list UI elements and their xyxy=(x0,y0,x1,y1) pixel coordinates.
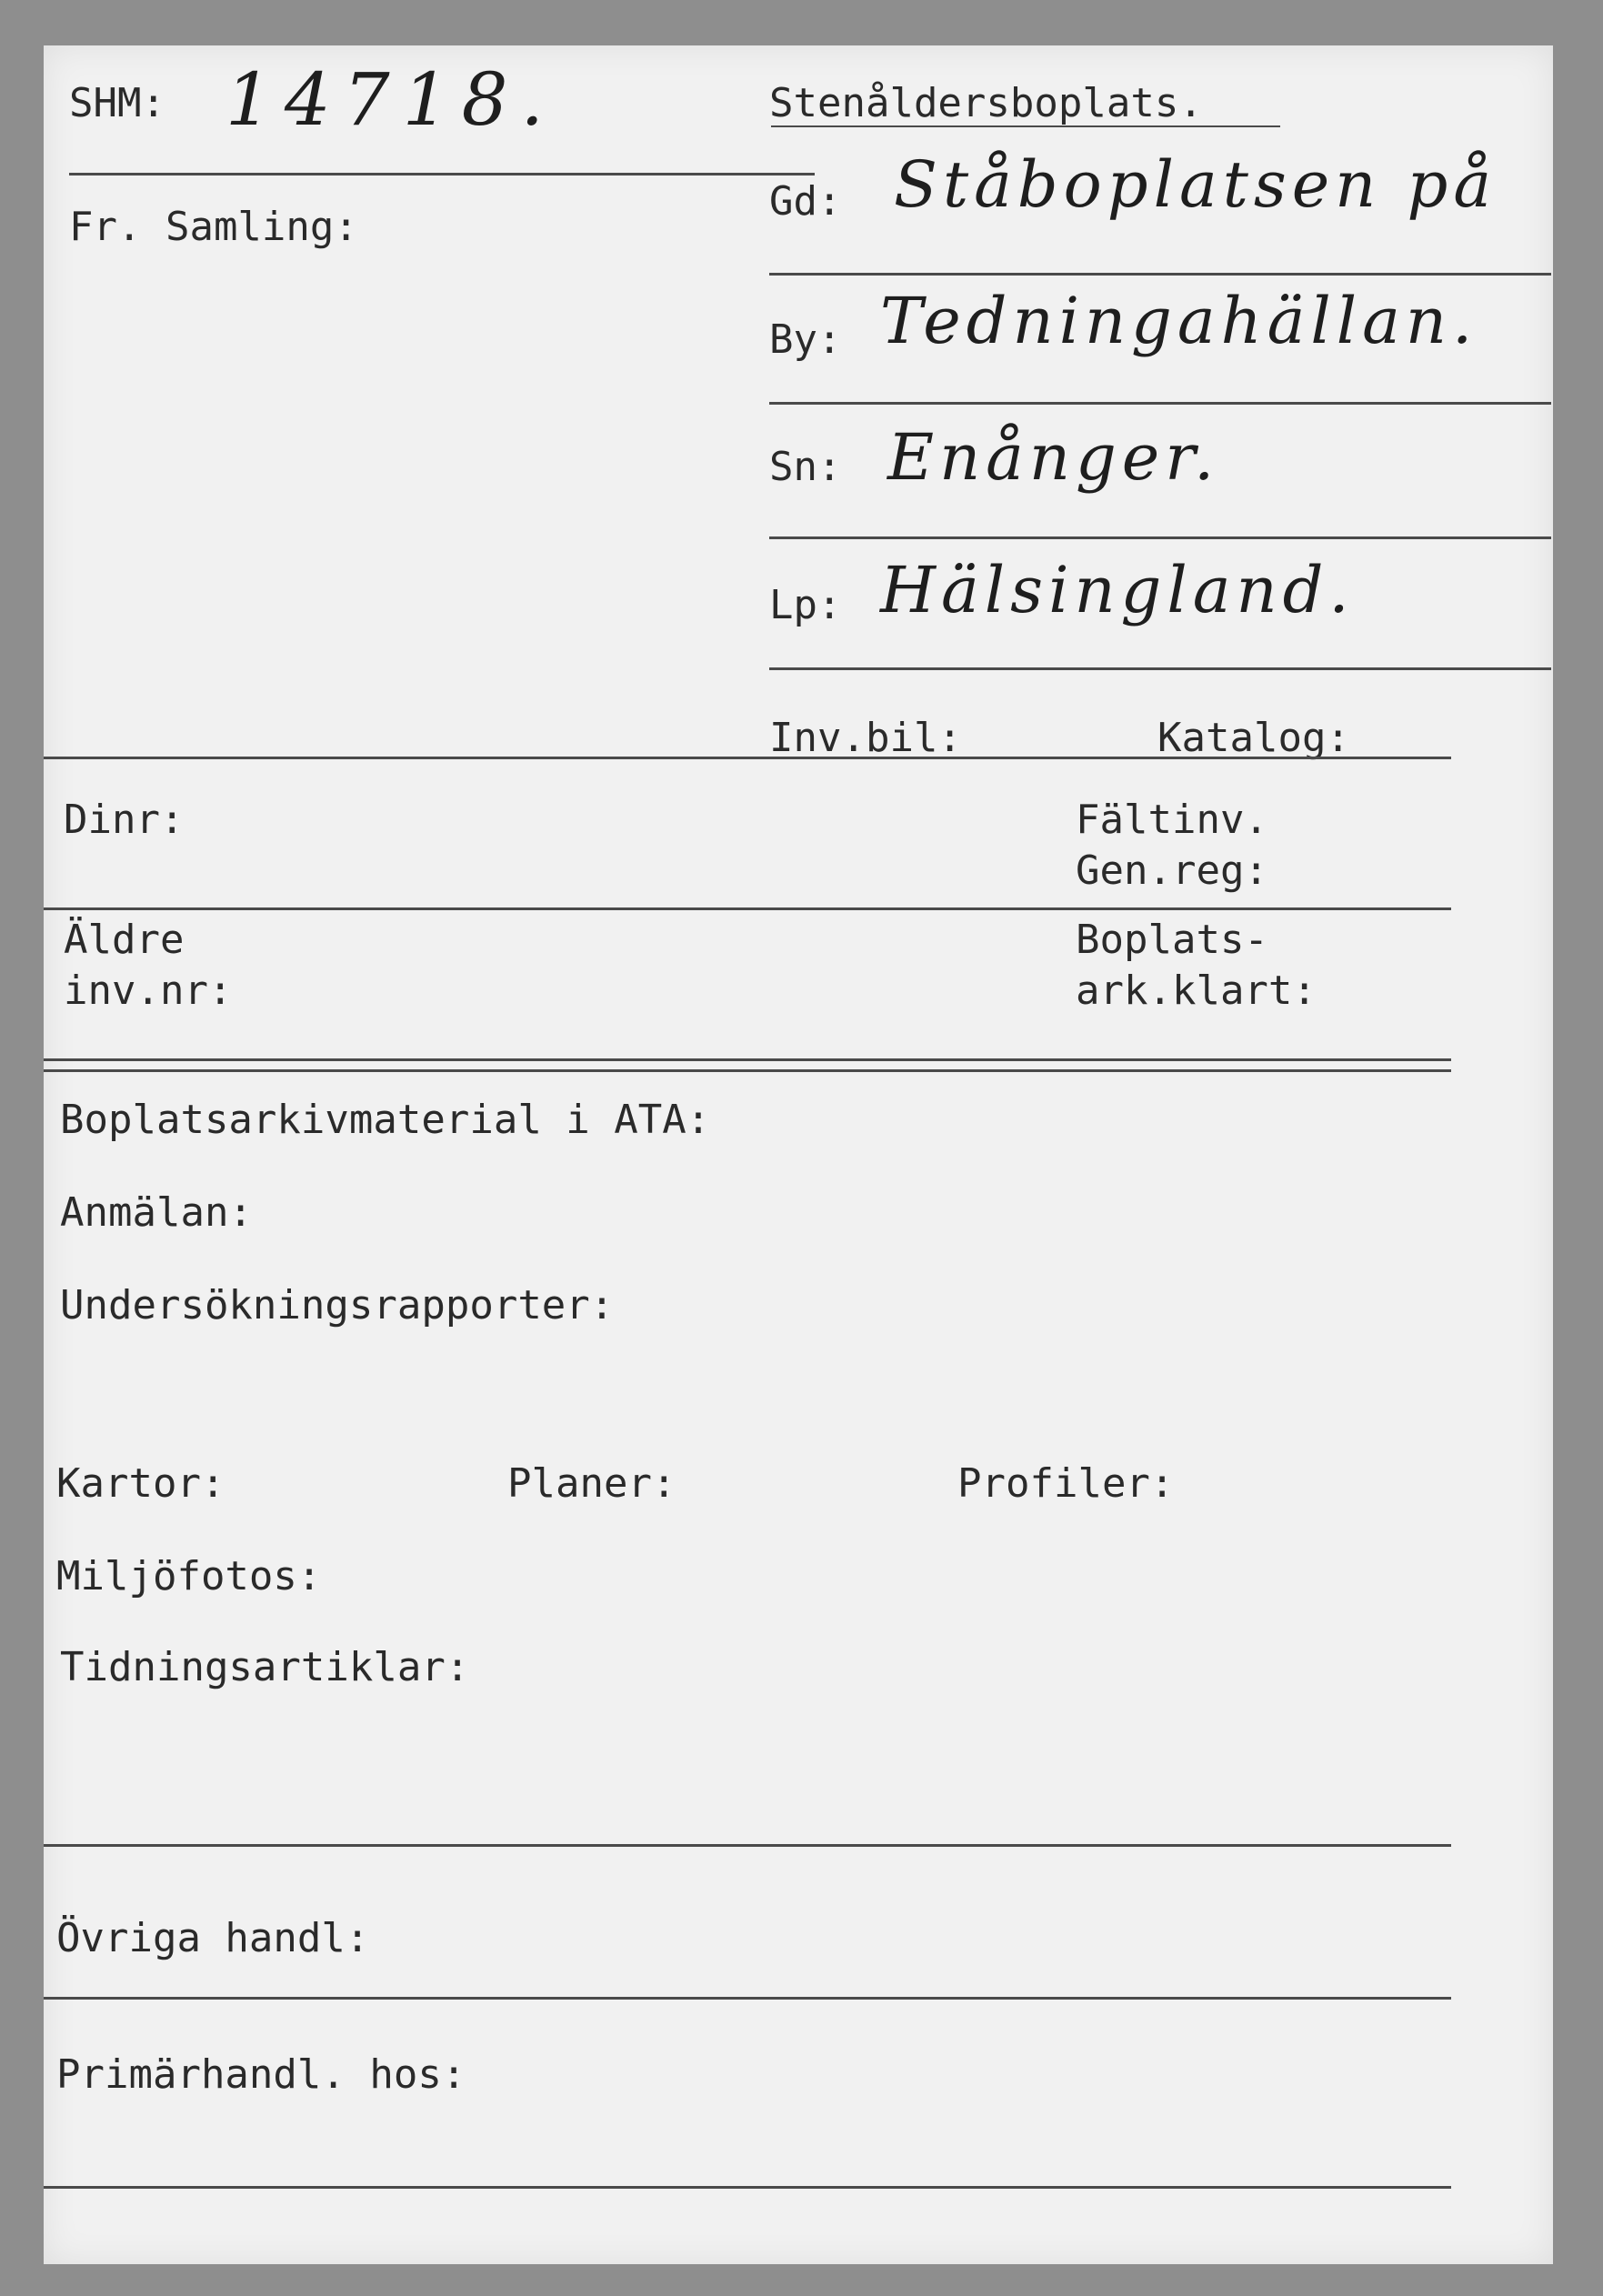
inv-bil-label: Inv.bil: xyxy=(769,715,962,761)
divider-line xyxy=(44,2186,1451,2189)
kartor-label: Kartor: xyxy=(56,1460,225,1507)
aldre-label: Äldre xyxy=(64,917,185,963)
katalog-label: Katalog: xyxy=(1157,715,1350,761)
lp-value: Hälsingland. xyxy=(880,553,1355,627)
inv-nr-label: inv.nr: xyxy=(64,968,233,1014)
divider-line xyxy=(769,536,1551,539)
ovriga-label: Övriga handl: xyxy=(56,1915,370,1961)
profiler-label: Profiler: xyxy=(957,1460,1175,1507)
miljofotos-label: Miljöfotos: xyxy=(56,1553,322,1599)
by-value: Tedningahällan. xyxy=(880,284,1478,358)
divider-line xyxy=(44,757,1451,759)
sn-value: Enånger. xyxy=(887,420,1220,495)
tidning-label: Tidningsartiklar: xyxy=(60,1644,470,1690)
divider-line xyxy=(44,1058,1451,1061)
gen-reg-label: Gen.reg: xyxy=(1076,847,1268,894)
by-label: By: xyxy=(769,316,842,363)
divider-line xyxy=(44,1844,1451,1847)
shm-label: SHM: xyxy=(69,80,165,126)
gd-label: Gd: xyxy=(769,178,842,225)
sn-label: Sn: xyxy=(769,444,842,490)
planer-label: Planer: xyxy=(507,1460,676,1507)
lp-label: Lp: xyxy=(769,582,842,628)
divider-line xyxy=(44,1069,1451,1072)
primar-label: Primärhandl. hos: xyxy=(56,2051,466,2098)
dinr-label: Dinr: xyxy=(64,797,185,843)
type-heading: Stenåldersboplats. xyxy=(769,80,1203,126)
boplats-label: Boplats- xyxy=(1076,917,1268,963)
anmalan-label: Anmälan: xyxy=(60,1189,253,1236)
catalog-card xyxy=(44,45,1553,2264)
divider-line xyxy=(44,907,1451,910)
shm-number: 14718. xyxy=(225,57,556,142)
gd-value: Ståboplatsen på xyxy=(894,147,1498,222)
ark-klart-label: ark.klart: xyxy=(1076,968,1317,1014)
divider-line xyxy=(44,1997,1451,2000)
divider-line xyxy=(69,173,815,175)
divider-line xyxy=(769,402,1551,405)
heading-underline xyxy=(771,125,1280,127)
faltinv-label: Fältinv. xyxy=(1076,797,1268,843)
boplatsarkiv-label: Boplatsarkivmaterial i ATA: xyxy=(60,1097,711,1143)
divider-line xyxy=(769,273,1551,276)
divider-line xyxy=(769,667,1551,670)
fr-samling-label: Fr. Samling: xyxy=(69,204,358,250)
undersokning-label: Undersökningsrapporter: xyxy=(60,1282,615,1328)
